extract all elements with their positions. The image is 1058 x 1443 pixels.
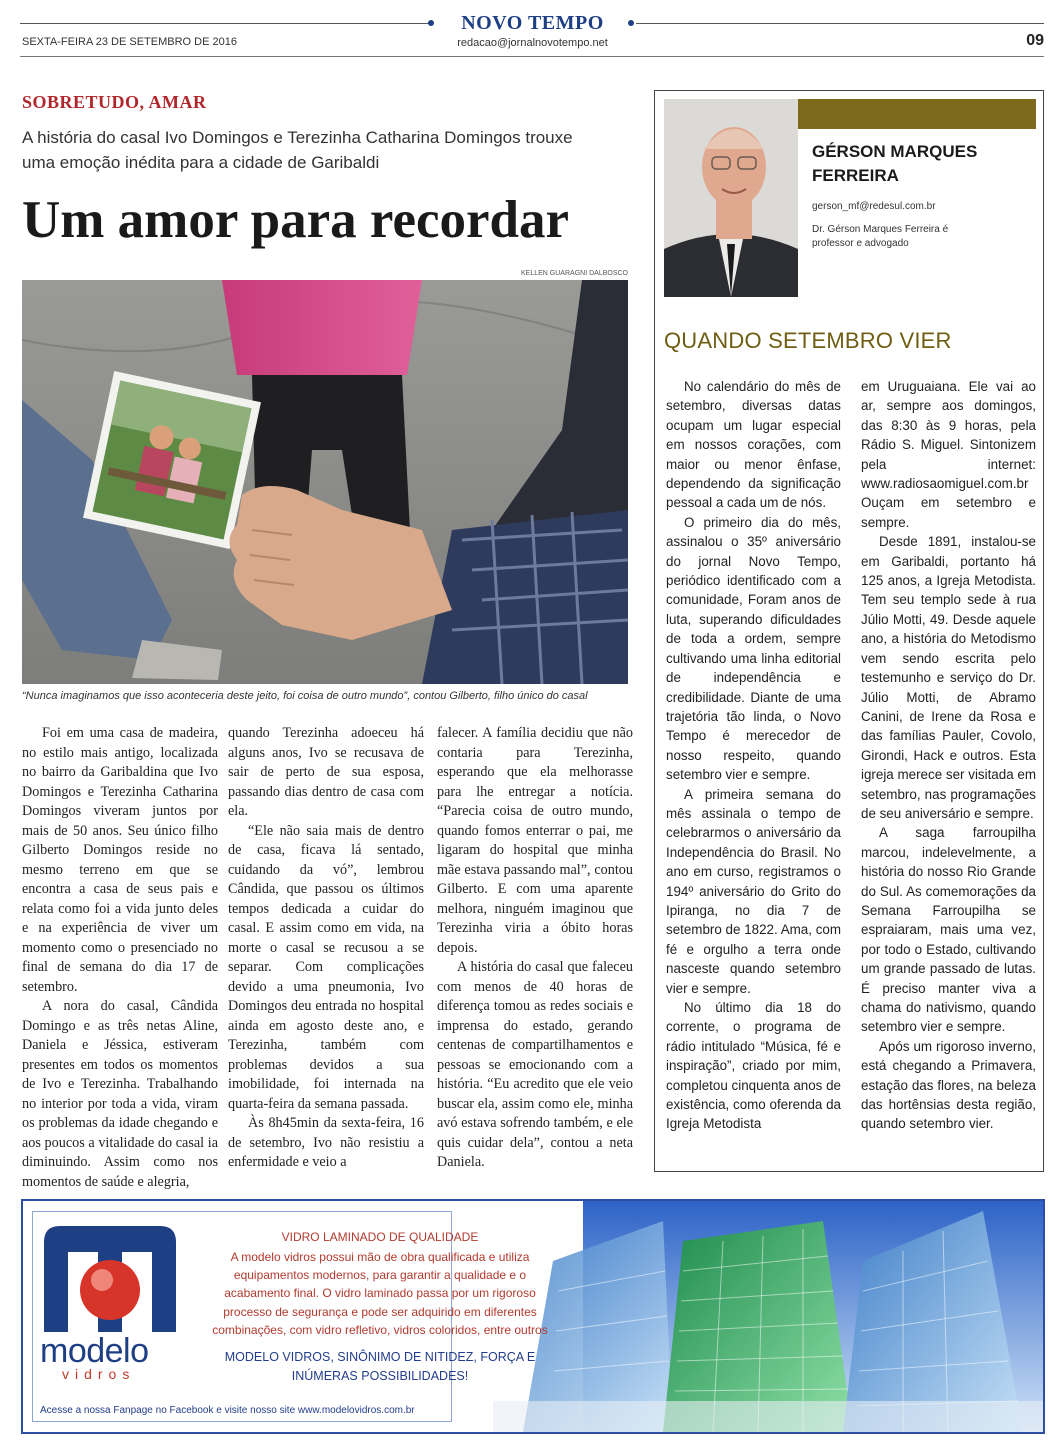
paragraph: Desde 1891, instalou-se em Garibaldi, portanto há 125 anos, a Igreja Metodista. Tem seu templo sede à rua Júlio Motti, 49. Desde aquele ano, a história do Metodismo vem sendo escrita pelo testemunho e serviço do Dr. Júlio Motti, de Abramo Canini, de Irene da Rosa e das famílias Pauler, Covolo, Girondi, Hack e outros. Esta igreja merece ser visitada em setembro, nas programações de seu aniversário e sempre. <box>861 534 1036 821</box>
column-text-2 <box>861 377 1036 1134</box>
paragraph: quando Terezinha adoeceu há alguns anos, Ivo se recusava de sair de perto de sua esposa, passando dias dentro de casa com ela. <box>228 725 424 819</box>
photo-credit: KELLEN GUARAGNI DALBOSCO <box>521 270 628 277</box>
column-title: QUANDO SETEMBRO VIER <box>664 328 952 353</box>
author-name: GÉRSON MARQUES FERREIRA <box>812 142 978 185</box>
author-bio: Dr. Gérson Marques Ferreira é professor e advogado <box>812 224 949 249</box>
paragraph: No calendário do mês de setembro, diversas datas ocupam um lugar especial em nossos corações, com maior ou menor ênfase, dependendo da significação pessoal a cada um de nós. <box>666 379 841 511</box>
paragraph: A história do casal que faleceu com menos de 40 horas de diferença tomou as redes sociais e imprensa do estado, gerando centenas de compartilhamentos e pessoas se emocionando com a história. “Eu acredito que ele veio buscar ela, assim como ele, minha avó estava sofrendo também, e ele quis cuidar dela”, contou a neta Daniela. <box>437 959 633 1170</box>
article-headline: Um amor para recordar <box>22 191 570 249</box>
header-dot-left <box>428 20 434 26</box>
photo-caption: “Nunca imaginamos que isso aconteceria deste jeito, foi coisa de outro mundo”, contou Gilberto, filho único do casal <box>22 690 588 702</box>
issue-date: SEXTA-FEIRA 23 DE SETEMBRO DE 2016 <box>22 36 237 48</box>
header-rule-right <box>636 23 1044 24</box>
ad-slogan: MODELO VIDROS, SINÔNIMO DE NITIDEZ, FORÇA E INÚMERAS POSSIBILIDADES! <box>224 1350 536 1383</box>
header-bottom-rule <box>20 56 1044 57</box>
modelo-logo-word: modelo <box>40 1332 149 1370</box>
ad-description: A modelo vidros possui mão de obra qualificada e utiliza equipamentos modernos, para garantir a qualidade e o acabamento final. O vidro laminado passa por um rigoroso processo de segurança e pode ser adquirido em diferentes combinações, com vidro refletivo, vidros coloridos, entre outros <box>212 1250 548 1337</box>
paragraph: O primeiro dia do mês, assinalou o 35º aniversário do jornal Novo Tempo, periódico identificado com a comunidade, Foram anos de luta, superando dificuldades de toda a ordem, sempre cultivando uma linha editorial de independência e credibilidade. Diante de uma trajetória tão linda, o Novo Tempo é merecedor de nosso respeito, quando setembro vier e sempre. <box>666 514 841 783</box>
newspaper-name: NOVO TEMPO <box>461 12 604 34</box>
column-text-1 <box>666 377 841 1134</box>
paragraph: em Uruguaiana. Ele vai ao ar, sempre aos domingos, das 8:30 às 9 horas, pela Rádio S. Miguel. Sintonizem pela internet: www.radiosaomiguel.com.br Ouçam em setembro e sempre. <box>861 379 1036 530</box>
article-column-1 <box>22 724 218 1192</box>
article-photo <box>22 280 628 684</box>
header-rule-left <box>20 23 430 24</box>
paragraph: Após um rigoroso inverno, está chegando a Primavera, estação das flores, na beleza das hortênsias desta região, quando setembro vier. <box>861 1038 1036 1132</box>
paragraph: No último dia 18 do corrente, o programa de rádio intitulado “Música, fé e inspiração”, criado por mim, completou cinquenta anos de existência, como oferenda da Igreja Metodista <box>666 1000 841 1132</box>
paragraph: Foi em uma casa de madeira, no estilo mais antigo, localizada no bairro da Garibaldina que Ivo Domingos e Terezinha Catharina Domingos viveram juntos por mais de 50 anos. Seu único filho Gilberto Domingos reside no mesmo terreno em que se encontra a casa de seus pais e relata como foi a vida junto deles e na experiência de viver um momento como o presenciado no final de semana do dia 17 de setembro. <box>22 725 218 995</box>
paragraph: A nora do casal, Cândida Domingo e as três netas Aline, Daniela e Jéssica, estiveram presentes em todos os momentos de Ivo e Terezinha. Trabalhando no interior por toda a vida, viram os problemas da idade chegando e aos poucos a vitalidade do casal ia diminuindo. Assim como nos momentos de saúde e alegria, <box>22 998 218 1190</box>
paragraph: Às 8h45min da sexta-feira, 16 de setembro, Ivo não resistiu a enfermidade e veio a <box>228 1115 424 1170</box>
ad-footer-link[interactable]: Acesse a nossa Fanpage no Facebook e visite nosso site www.modelovidros.com.br <box>40 1405 415 1416</box>
author-email[interactable]: gerson_mf@redesul.com.br <box>812 201 936 212</box>
modelo-logo-sub: vidros <box>62 1366 136 1382</box>
article-column-2 <box>228 724 424 1173</box>
paragraph: A saga farroupilha marcou, indelevelmente, a história do nosso Rio Grande do Sul. As comemorações da Semana Farroupilha se espraiaram, mais uma vez, por todo o Estado, cultivando um grande passado de lutas. É preciso manter viva a chama do nativismo, quando setembro vier e sempre. <box>861 825 1036 1035</box>
header-dot-right <box>628 20 634 26</box>
paragraph: falecer. A família decidiu que não contaria para Terezinha, esperando que ela melhorasse para lhe entregar a notícia. “Parecia coisa de outro mundo, quando fomos enterrar o pai, me ligaram do hospital que minha mãe estava passando mal”, contou Gilberto. E com uma aparente melhora, ninguém imaginou que Terezinha viria a óbito horas depois. <box>437 725 633 956</box>
article-column-3 <box>437 724 633 1173</box>
paragraph: “Ele não saia mais de dentro de casa, ficava lá sentado, cuidando da vó”, lembrou Cândida, que passou os últimos tempos dedicada a cuidar do casal. E assim como em vida, na morte o casal se recusou a se separar. Com complicações devido a uma pneumonia, Ivo Domingos deu entrada no hospital ainda em agosto deste ano, e Terezinha, também com problemas devidos a sua imobilidade, foi internada na quarta-feira da semana passada. <box>228 822 424 1112</box>
ad-heading: VIDRO LAMINADO DE QUALIDADE <box>281 1230 479 1244</box>
paragraph: A primeira semana do mês assinala o tempo de celebrarmos o aniversário da Independência do Brasil. No ano em curso, registramos o 194º aniversário do Grito do Ipiranga, no dia 7 de setembro de 1822. Ama, com fé e orgulho a terra onde nasceste quando setembro vier e sempre. <box>666 786 841 996</box>
article-deck: A história do casal Ivo Domingos e Terezinha Catharina Domingos trouxe uma emoção inédita para a cidade de Garibaldi <box>22 128 573 172</box>
newsroom-email[interactable]: redacao@jornalnovotempo.net <box>457 37 608 49</box>
article-kicker: SOBRETUDO, AMAR <box>22 92 207 112</box>
modelo-logo-icon <box>40 1222 180 1334</box>
author-portrait <box>664 99 798 297</box>
page-number: 09 <box>1026 32 1044 49</box>
